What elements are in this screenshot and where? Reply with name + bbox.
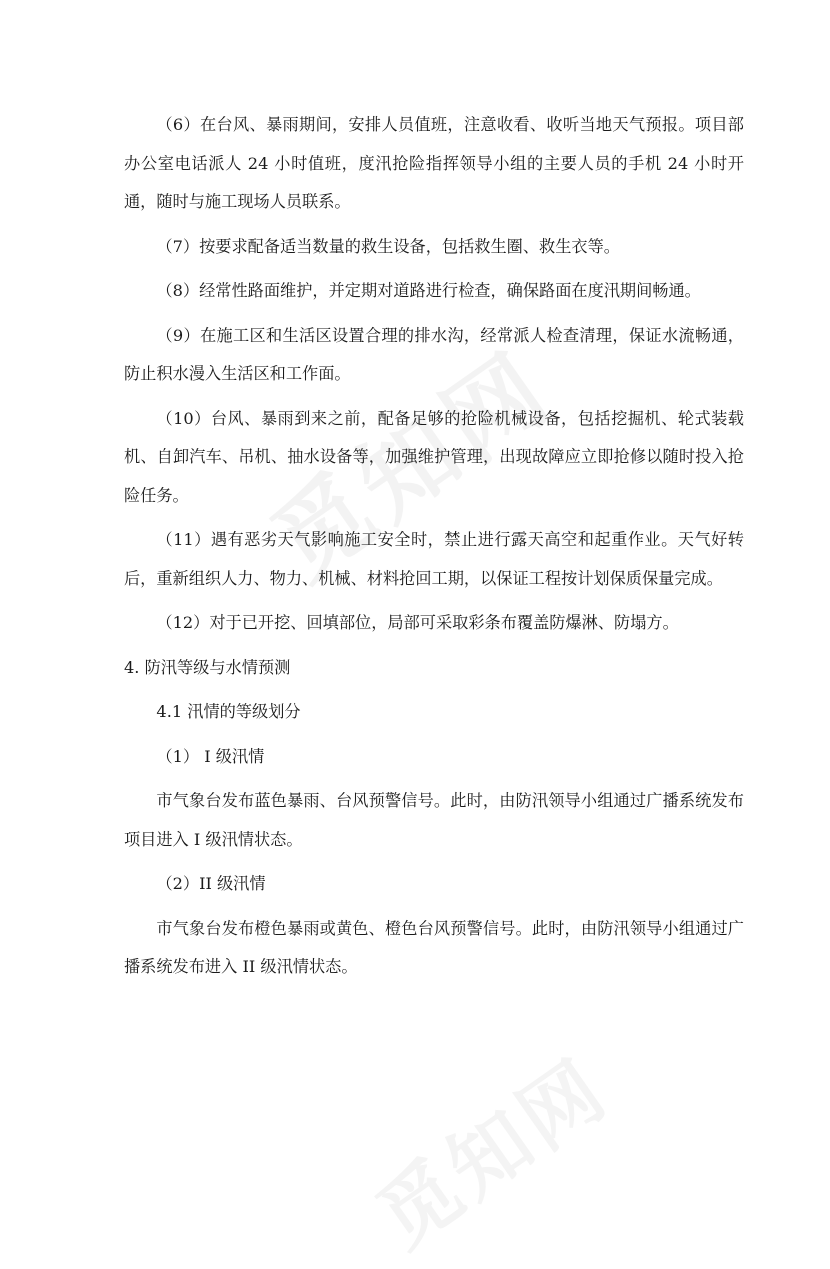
section-heading: 4. 防汛等级与水情预测 — [124, 657, 291, 677]
paragraph-item-9: （9）在施工区和生活区设置合理的排水沟，经常派人检查清理，保证水流畅通，防止积水漫入生活区和工作面。 — [124, 325, 744, 383]
watermark-bottom — [350, 1026, 627, 1268]
paragraph-item-10: （10）台风、暴雨到来之前，配备足够的抢险机械设备，包括挖掘机、轮式装载机、自卸汽车、吊机、抽水设备等，加强维护管理，出现故障应立即抢修以随时投入抢险任务。 — [124, 408, 744, 505]
paragraph-item-12: （12）对于已开挖、回填部位，局部可采取彩条布覆盖防爆淋、防塌方。 — [156, 613, 679, 632]
paragraph-item-6: （6）在台风、暴雨期间，安排人员值班，注意收看、收听当地天气预报。项目部办公室电话派人 24 小时值班，度汛抢险指挥领导小组的主要人员的手机 24 小时开通，随时与施工现场人员联系。 — [124, 115, 744, 211]
subsection-heading: 4.1 汛情的等级划分 — [156, 702, 301, 721]
paragraph-item-7: （7）按要求配备适当数量的救生设备，包括救生圈、救生衣等。 — [156, 236, 620, 256]
paragraph-item-11: （11）遇有恶劣天气影响施工安全时，禁止进行露天高空和起重作业。天气好转后，重新组织人力、物力、机械、材料抢回工期，以保证工程按计划保质保量完成。 — [124, 530, 744, 588]
paragraph-item-8: （8）经常性路面维护，并定期对道路进行检查，确保路面在度汛期间畅通。 — [156, 281, 701, 300]
document-body — [124, 106, 744, 993]
level-1-text: 市气象台发布蓝色暴雨、台风预警信号。此时，由防汛领导小组通过广播系统发布项目进入 I 级汛情状态。 — [124, 791, 744, 849]
level-2-text: 市气象台发布橙色暴雨或黄色、橙色台风预警信号。此时，由防汛领导小组通过广播系统发布进入 II 级汛情状态。 — [124, 918, 744, 976]
level-1-heading: （1） I 级汛情 — [156, 746, 265, 766]
level-2-heading: （2）II 级汛情 — [156, 874, 266, 893]
